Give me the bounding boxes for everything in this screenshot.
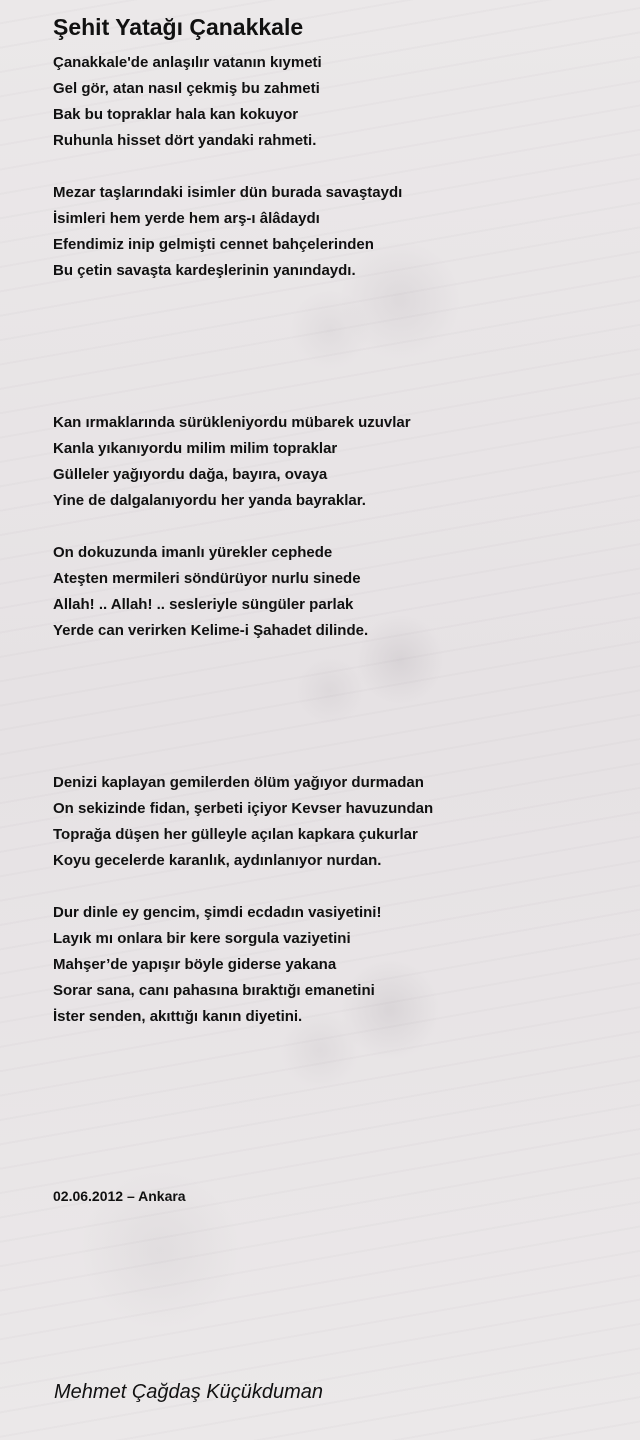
poem-line: Ateşten mermileri söndürüyor nurlu sinede [53,570,361,587]
poem-line: Bak bu topraklar hala kan kokuyor [53,106,299,123]
poem-line: On dokuzunda imanlı yürekler cephede [53,544,333,561]
poem-line: Mahşer’de yapışır böyle giderse yakana [53,956,337,973]
poem-line: Bu çetin savaşta kardeşlerinin yanındaydı. [53,262,356,279]
stanza-5 [53,770,433,874]
poem-line: Kan ırmaklarında sürükleniyordu mübarek uzuvlar [53,414,411,431]
poem-line: İster senden, akıttığı kanın diyetini. [53,1008,303,1025]
poem-line: Çanakkale'de anlaşılır vatanın kıymeti [53,54,322,71]
poem-line: Gel gör, atan nasıl çekmiş bu zahmeti [53,80,320,97]
poem-line: Efendimiz inip gelmişti cennet bahçelerinden [53,236,374,253]
poem-line: Mezar taşlarındaki isimler dün burada savaştaydı [53,184,403,201]
poem-line: Kanla yıkanıyordu milim milim topraklar [53,440,338,457]
date-location: 02.06.2012 – Ankara [53,1188,186,1204]
poem-line: Gülleler yağıyordu dağa, bayıra, ovaya [53,466,328,483]
stanza-4 [53,540,368,644]
poem-line: Layık mı onlara bir kere sorgula vaziyetini [53,930,351,947]
poem-line: Allah! .. Allah! .. sesleriyle süngüler parlak [53,596,354,613]
poem-line: Koyu gecelerde karanlık, aydınlanıyor nurdan. [53,852,382,869]
stanza-1 [53,50,322,154]
poem-line: Yerde can verirken Kelime-i Şahadet dilinde. [53,622,369,639]
stanza-6 [53,900,381,1030]
poem-line: İsimleri hem yerde hem arş-ı âlâdaydı [53,210,320,227]
stanza-2 [53,180,402,284]
poem-line: Denizi kaplayan gemilerden ölüm yağıyor durmadan [53,774,424,791]
author-name: Mehmet Çağdaş Küçükduman [54,1381,324,1403]
poem-line: On sekizinde fidan, şerbeti içiyor Kevser havuzundan [53,800,434,817]
poem-line: Dur dinle ey gencim, şimdi ecdadın vasiyetini! [53,904,382,921]
poem-title: Şehit Yatağı Çanakkale [53,14,304,40]
stanza-3 [53,410,411,514]
poem-line: Ruhunla hisset dört yandaki rahmeti. [53,132,317,149]
poem-line: Yine de dalgalanıyordu her yanda bayraklar. [53,492,366,509]
poem-line: Sorar sana, canı pahasına bıraktığı emanetini [53,982,375,999]
poem-line: Toprağa düşen her gülleyle açılan kapkara çukurlar [53,826,418,843]
